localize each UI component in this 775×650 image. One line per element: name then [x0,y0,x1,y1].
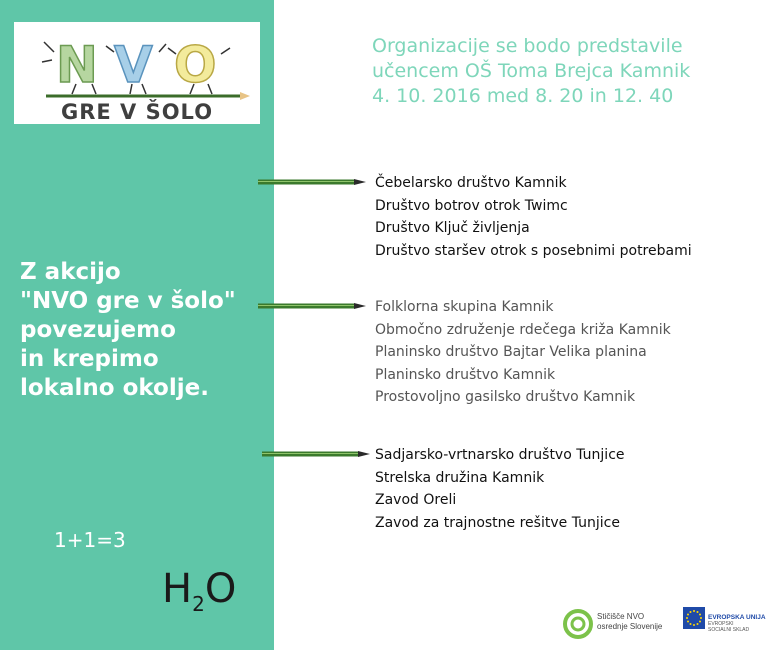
organization-item: Sadjarsko-vrtnarsko društvo Tunjice [375,447,625,463]
header-line: Organizacije se bodo predstavile [372,35,683,57]
h2o-subscript: 2 [192,592,205,616]
h2o-o: O [204,566,237,612]
eu-line: EVROPSKI [708,621,734,627]
sticisce-line: osrednje Slovenije [597,622,663,631]
organization-item: Društvo Ključ življenja [375,220,530,236]
sticisce-line: Stičišče NVO [597,612,645,621]
organization-item: Planinsko društvo Kamnik [375,366,556,383]
organization-item: Folklorna skupina Kamnik [375,299,554,315]
event-header [372,34,690,109]
sticisce-text [597,612,662,632]
eu-text [708,615,766,633]
eu-flag-icon [683,607,705,629]
slogan-line: Z akcijo [20,259,121,285]
organization-group-3 [375,444,625,534]
slogan [20,258,270,403]
organization-item: Planinsko društvo Bajtar Velika planina [375,344,647,360]
logo-letter-v: V [114,36,153,94]
organization-item: Zavod Oreli [375,492,457,508]
pencil-icon [258,178,366,186]
organization-item: Čebelarsko društvo Kamnik [375,175,567,191]
organization-item: Strelska družina Kamnik [375,469,545,486]
logo-subtitle: GRE V ŠOLO [60,100,214,124]
pencil-icon [262,450,370,458]
eu-line: SOCIALNI SKLAD [708,627,750,633]
organization-item: Društvo staršev otrok s posebnimi potrebami [375,242,692,259]
nvo-logo [14,22,260,124]
sticisce-logo-icon [563,609,593,639]
organization-item: Območno združenje rdečega križa Kamnik [375,321,671,338]
organization-group-2 [375,296,671,409]
logo-letter-n: N [56,36,98,94]
slogan-line: in krepimo [20,346,159,372]
logo-letter-o: O [174,36,217,94]
organization-item: Zavod za trajnostne rešitve Tunjice [375,514,620,531]
organization-group-1 [375,172,692,262]
header-line: 4. 10. 2016 med 8. 20 in 12. 40 [372,85,674,107]
header-line: učencem OŠ Toma Brejca Kamnik [372,60,691,82]
math-equation: 1+1=3 [54,528,126,552]
slogan-line: lokalno okolje. [20,375,209,401]
slogan-line: "NVO gre v šolo" [20,288,236,314]
pencil-icon [258,302,366,310]
eu-line: EVROPSKA UNIJA [708,614,766,621]
slogan-line: povezujemo [20,317,176,343]
h2o-h: H [162,566,193,612]
h2o-formula [162,566,236,616]
organization-item: Društvo botrov otrok Twimc [375,197,568,214]
organization-item: Prostovoljno gasilsko društvo Kamnik [375,389,636,405]
